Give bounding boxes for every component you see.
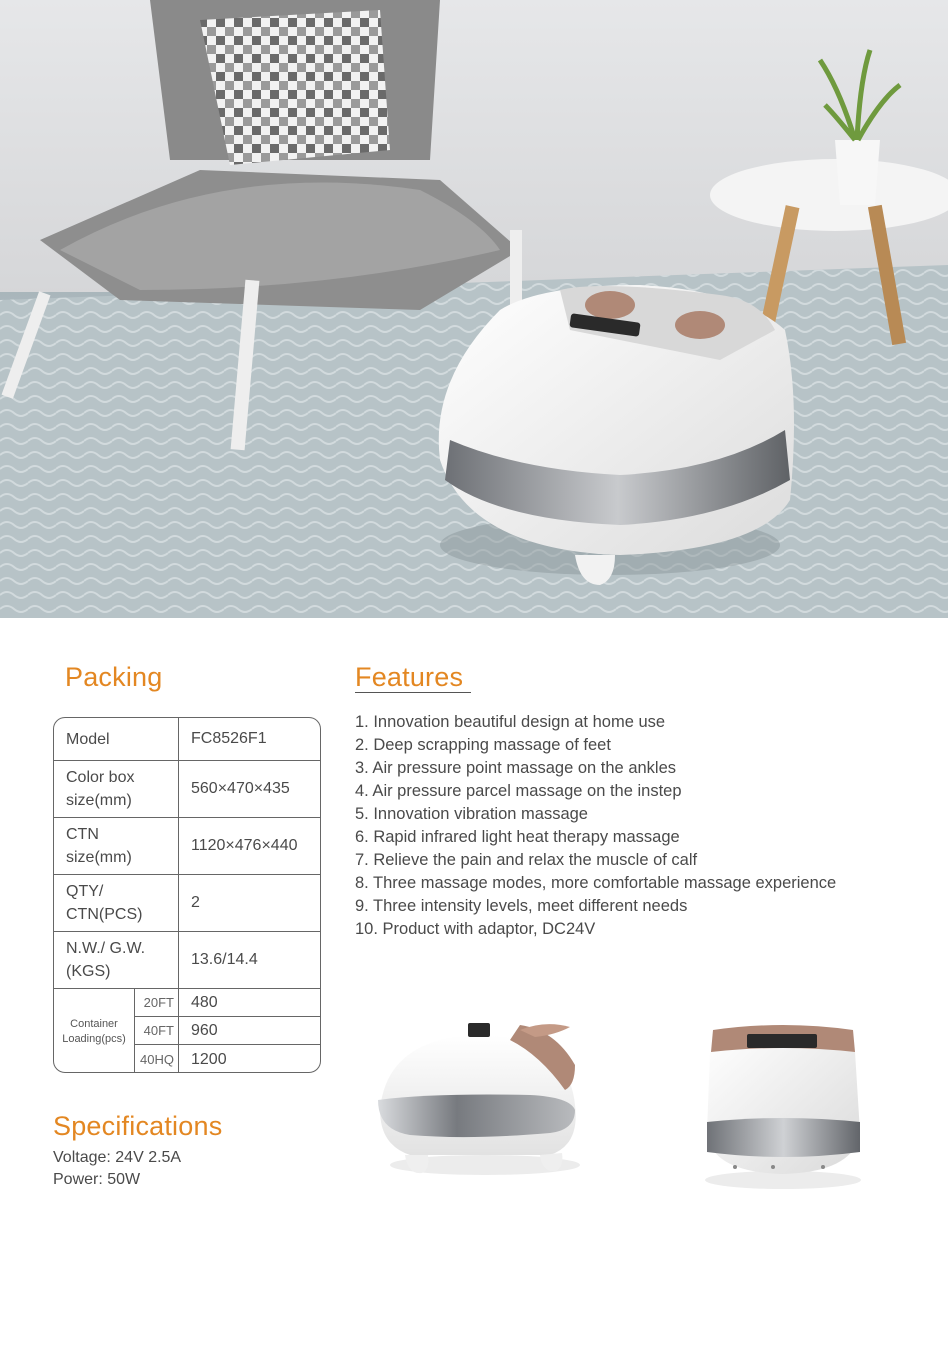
feature-item: 2. Deep scrapping massage of feet	[355, 736, 611, 754]
table-cell-value: 13.6/14.4	[191, 951, 258, 968]
table-cell-label: CTN size(mm)	[54, 818, 179, 874]
container-type: 40FT	[135, 1017, 179, 1044]
feature-item: 10. Product with adaptor, DC24V	[355, 920, 596, 938]
features-title: Features	[355, 662, 464, 692]
features-list	[355, 711, 836, 941]
table-cell-label: N.W./ G.W.(KGS)	[54, 932, 179, 988]
table-row	[54, 761, 320, 818]
packing-table	[53, 717, 321, 1073]
table-row	[54, 718, 320, 761]
table-cell-value: 560×470×435	[191, 780, 290, 797]
specifications-title: Specifications	[53, 1111, 223, 1141]
table-cell-label: QTY/ CTN(PCS)	[54, 875, 179, 931]
container-row	[134, 989, 320, 1017]
container-qty: 480	[191, 993, 218, 1011]
feature-item: 8. Three massage modes, more comfortable massage experience	[355, 874, 837, 892]
table-cell-value: 1120×476×440	[191, 837, 298, 854]
table-cell-label: Model	[54, 718, 179, 760]
feature-item: 4. Air pressure parcel massage on the instep	[355, 782, 682, 800]
container-type: 40HQ	[135, 1045, 179, 1073]
feature-item: 6. Rapid infrared light heat therapy massage	[355, 828, 680, 846]
room-scene-image	[0, 0, 948, 618]
feature-item: 7. Relieve the pain and relax the muscle of calf	[355, 851, 698, 869]
spec-voltage: Voltage: 24V 2.5A	[53, 1149, 182, 1166]
product-front-view-image	[695, 1022, 870, 1192]
container-row	[134, 1045, 320, 1073]
spec-power: Power: 50W	[53, 1171, 141, 1188]
feature-item: 9. Three intensity levels, meet different needs	[355, 897, 688, 915]
container-qty: 960	[191, 1021, 218, 1039]
container-row	[134, 1017, 320, 1045]
container-qty: 1200	[191, 1050, 227, 1068]
container-loading-block	[54, 989, 320, 1073]
packing-title: Packing	[65, 662, 163, 692]
feature-item: 1. Innovation beautiful design at home use	[355, 713, 666, 731]
product-side-view-image	[370, 1015, 600, 1180]
container-type: 20FT	[135, 989, 179, 1016]
feature-item: 3. Air pressure point massage on the ankles	[355, 759, 677, 777]
features-underline	[355, 692, 471, 693]
hero-product-photo	[0, 0, 948, 618]
table-row	[54, 818, 320, 875]
table-row	[54, 932, 320, 989]
container-loading-label: Container Loading(pcs)	[62, 1017, 126, 1045]
table-cell-label: Color box size(mm)	[54, 761, 179, 817]
table-cell-value: 2	[191, 894, 200, 911]
table-row	[54, 875, 320, 932]
feature-item: 5. Innovation vibration massage	[355, 805, 588, 823]
table-cell-value: FC8526F1	[191, 730, 267, 747]
